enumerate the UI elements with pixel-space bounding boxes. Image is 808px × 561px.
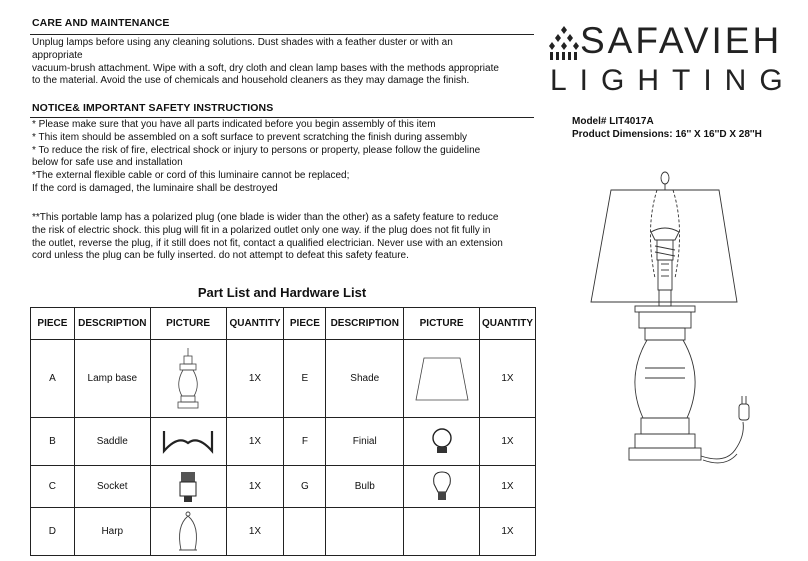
table-header-row	[31, 308, 536, 340]
description-cell: Saddle	[74, 418, 150, 466]
description-cell: Lamp base	[74, 340, 150, 418]
table-row	[31, 508, 536, 556]
model-number: Model# LIT4017A	[572, 116, 654, 127]
brand-sub: LIGHTING	[550, 64, 796, 97]
shade-icon	[412, 354, 472, 404]
description-cell: Harp	[74, 508, 150, 556]
text-line: * Please make sure that you have all parts indicated before you begin assembly of this item	[32, 119, 436, 130]
text-line: Unplug lamps before using any cleaning solutions. Dust shades with a feather duster or with an	[32, 37, 453, 48]
quantity-cell: 1X	[226, 466, 284, 508]
harp-icon	[173, 510, 203, 554]
text-line: the outlet, reverse the plug, if it still does not fit, contact a qualified electrician. Never use with an extension	[32, 237, 503, 249]
piece-cell: G	[284, 466, 326, 508]
piece-cell: E	[284, 340, 326, 418]
divider	[30, 117, 534, 118]
description-cell: Bulb	[326, 466, 404, 508]
text-line: appropriate	[32, 49, 83, 61]
column-header: PIECE	[31, 308, 75, 340]
safety-text	[32, 119, 532, 196]
brand-logo	[548, 18, 796, 98]
column-header: PICTURE	[150, 308, 226, 340]
text-line: the risk of electric shock. this plug will fit in a polarized outlet only one way. if the plug does not fit fully in	[32, 224, 491, 236]
column-header: DESCRIPTION	[74, 308, 150, 340]
text-line: cord unless the plug can be fully inserted. do not attempt to defeat this safety feature.	[32, 250, 409, 262]
lamp-base-icon	[173, 346, 203, 412]
piece-cell: F	[284, 418, 326, 466]
text-line: If the cord is damaged, the luminaire shall be destroyed	[32, 182, 278, 194]
description-cell: Finial	[326, 418, 404, 466]
safety-title: NOTICE& IMPORTANT SAFETY INSTRUCTIONS	[32, 102, 274, 114]
picture-cell	[404, 508, 480, 556]
piece-cell: C	[31, 466, 75, 508]
care-title: CARE AND MAINTENANCE	[32, 17, 170, 29]
picture-cell	[150, 418, 226, 466]
quantity-cell: 1X	[226, 508, 284, 556]
column-header: QUANTITY	[226, 308, 284, 340]
lamp-illustration	[585, 168, 785, 476]
parts-table	[30, 307, 536, 556]
brand-name: SAFAVIEH	[580, 20, 783, 61]
picture-cell	[150, 466, 226, 508]
text-line: below for safe use and installation	[32, 157, 183, 169]
column-header: DESCRIPTION	[326, 308, 404, 340]
text-line: * This item should be assembled on a soft surface to prevent scratching the finish during assembly	[32, 131, 468, 143]
picture-cell	[404, 466, 480, 508]
piece-cell: B	[31, 418, 75, 466]
table-row	[31, 418, 536, 466]
quantity-cell: 1X	[479, 466, 535, 508]
chandelier-icon	[548, 26, 580, 60]
divider	[30, 34, 534, 35]
saddle-icon	[158, 425, 218, 459]
piece-cell	[284, 508, 326, 556]
parts-table-title: Part List and Hardware List	[197, 285, 367, 300]
table-row	[31, 340, 536, 418]
text-line: **This portable lamp has a polarized plug (one blade is wider than the other) as a safety feature to reduce	[32, 212, 499, 223]
finial-icon	[427, 425, 457, 459]
description-cell: Socket	[74, 466, 150, 508]
picture-cell	[404, 340, 480, 418]
piece-cell: A	[31, 340, 75, 418]
product-dimensions: Product Dimensions: 16'' X 16''D X 28''H	[572, 129, 762, 140]
quantity-cell: 1X	[226, 418, 284, 466]
column-header: PICTURE	[404, 308, 480, 340]
text-line: to the material. Avoid the use of chemicals and household cleaners as they may damage the finish.	[32, 75, 470, 87]
column-header: QUANTITY	[479, 308, 535, 340]
column-header: PIECE	[284, 308, 326, 340]
text-line: *The external flexible cable or cord of this luminaire cannot be replaced;	[32, 170, 350, 182]
piece-cell: D	[31, 508, 75, 556]
table-row	[31, 466, 536, 508]
socket-icon	[176, 470, 200, 504]
picture-cell	[404, 418, 480, 466]
plug-text	[32, 212, 532, 263]
quantity-cell: 1X	[226, 340, 284, 418]
text-line: vacuum-brush attachment. Wipe with a soft, dry cloth and clean lamp bases with the methods appropriate	[32, 62, 499, 74]
bulb-icon	[430, 470, 454, 504]
picture-cell	[150, 508, 226, 556]
quantity-cell: 1X	[479, 340, 535, 418]
quantity-cell: 1X	[479, 418, 535, 466]
picture-cell	[150, 340, 226, 418]
care-text	[32, 37, 532, 88]
description-cell: Shade	[326, 340, 404, 418]
text-line: * To reduce the risk of fire, electrical shock or injury to persons or property, please follow the guideline	[32, 144, 481, 156]
description-cell	[326, 508, 404, 556]
quantity-cell: 1X	[479, 508, 535, 556]
